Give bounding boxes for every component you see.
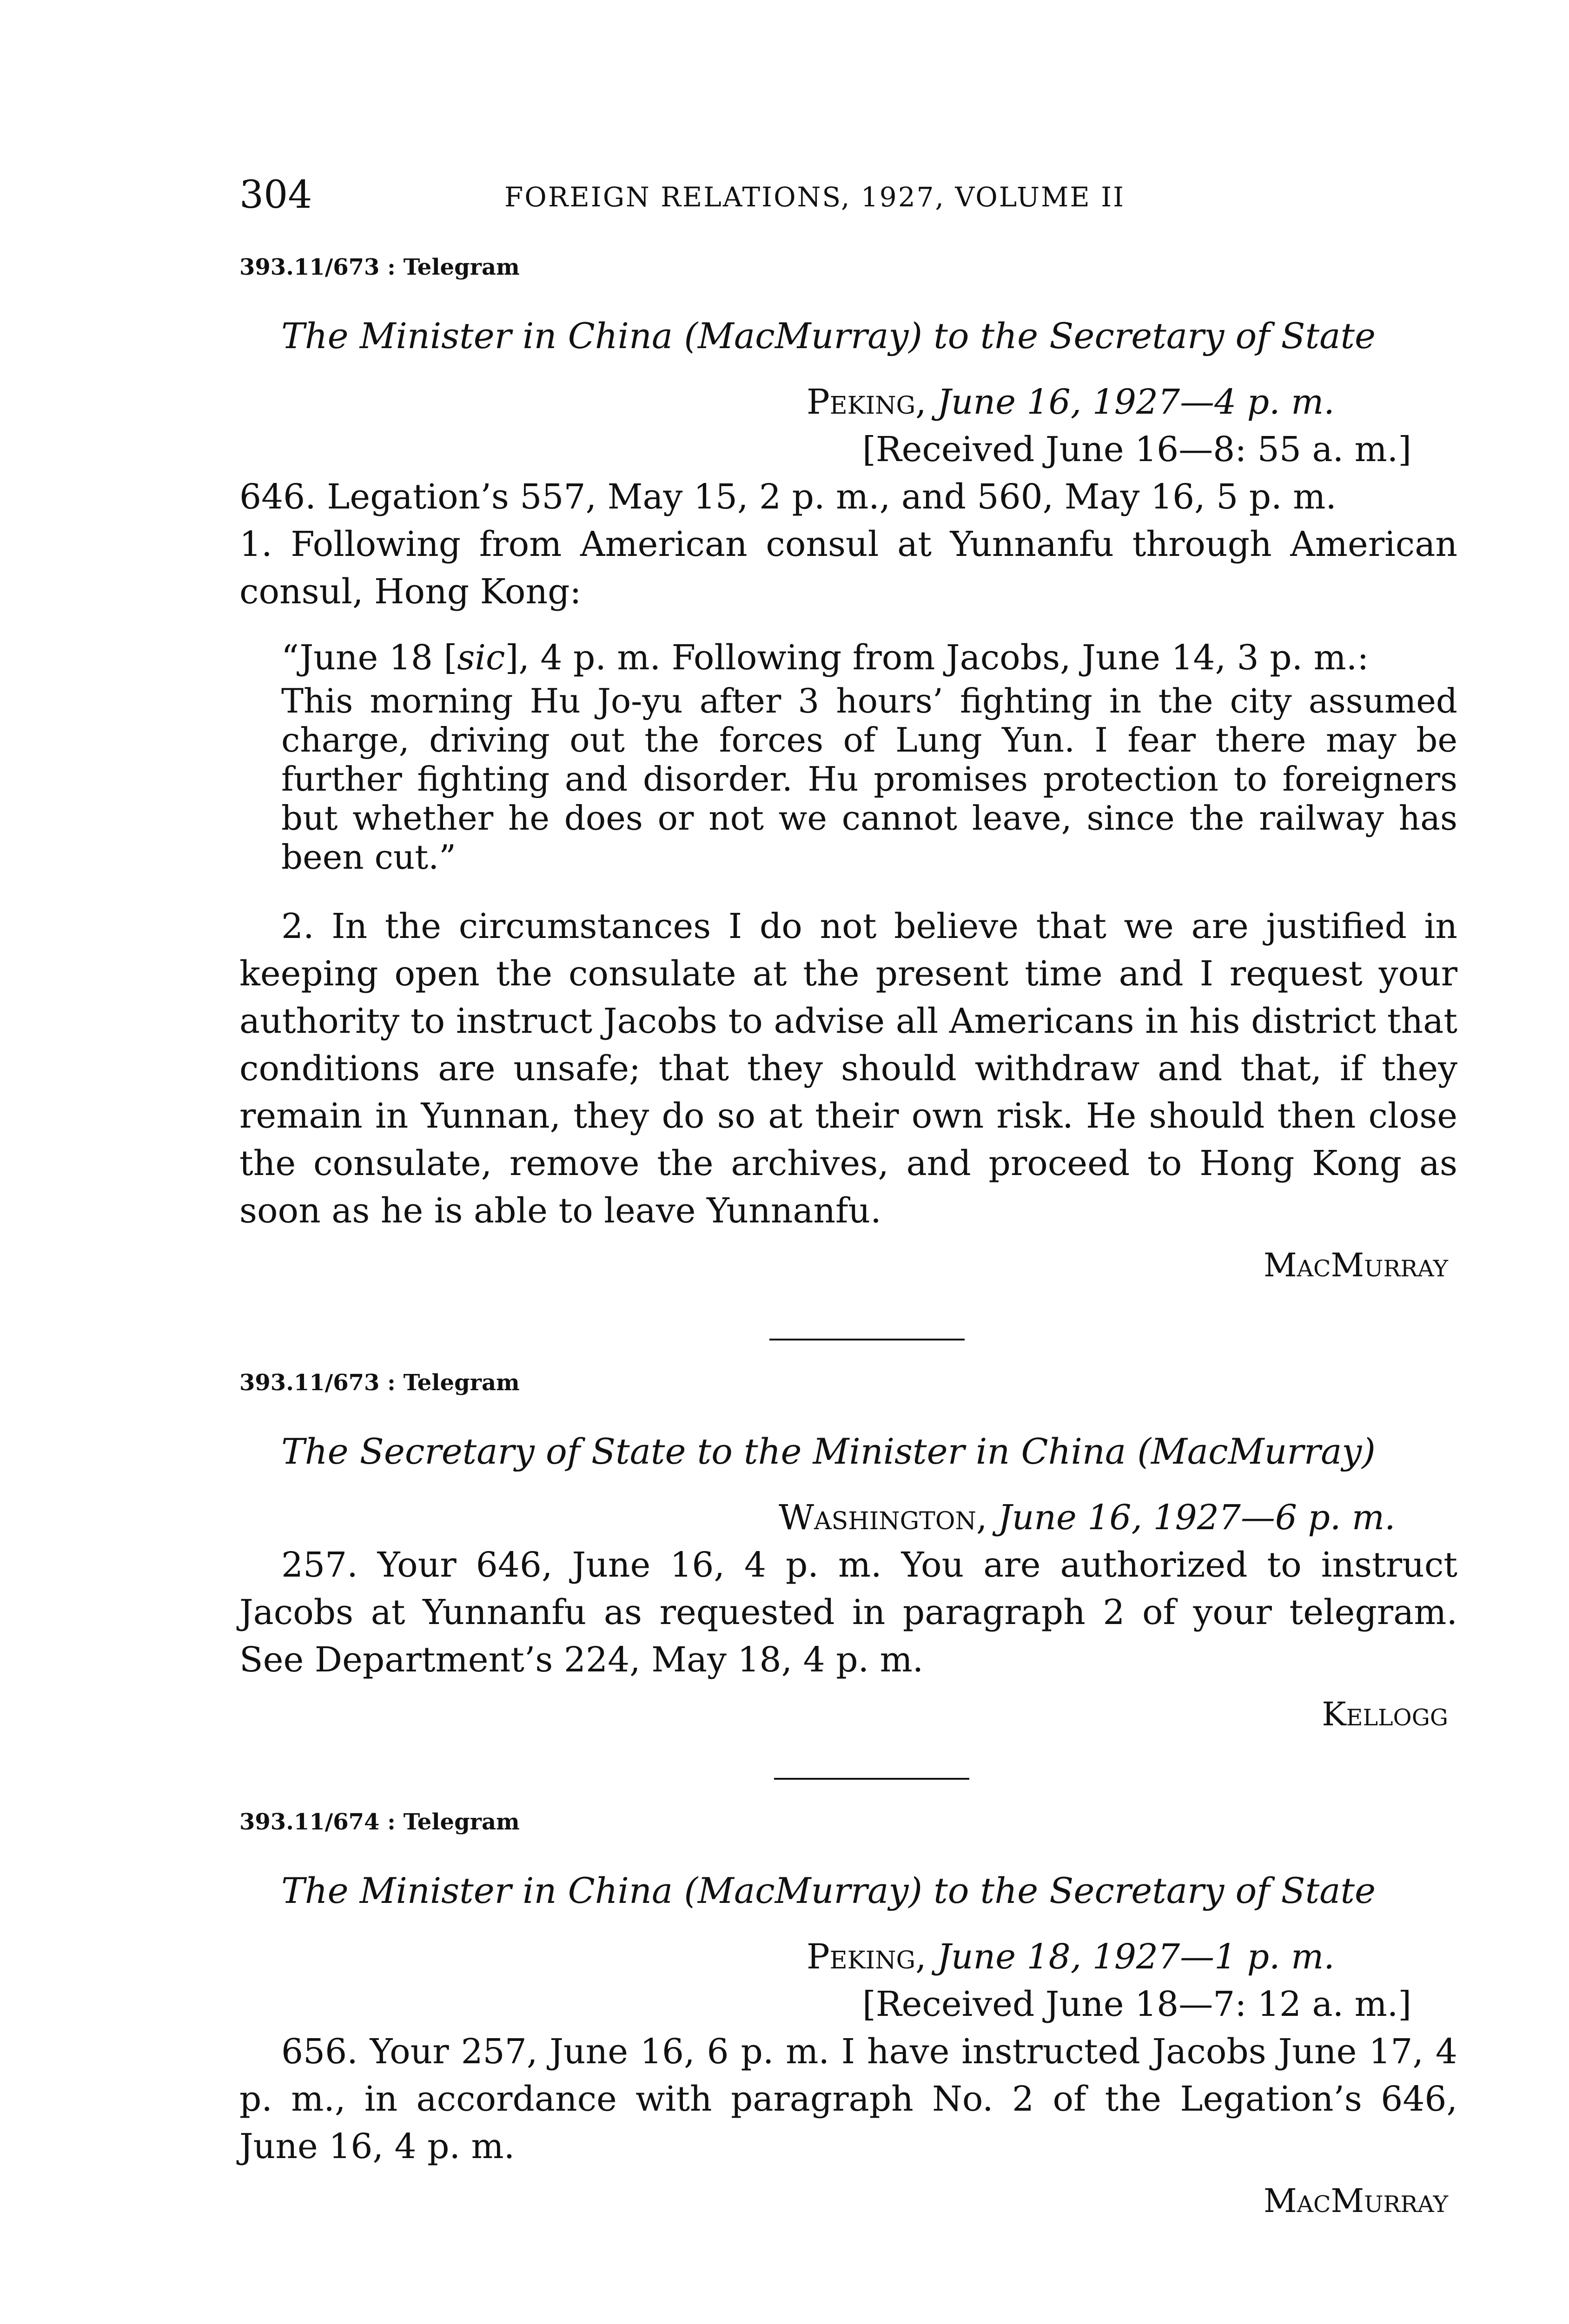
telegram-257 [239,1367,1457,1737]
paragraph: 2. In the circumstances I do not believe that we are justified in keeping open the consulate at the present time and I request your authority to instruct Jacobs to advise all Americans in his district that conditions are unsafe; that they should withdraw and that, if they remain in Yunnan, they do so at their own risk. He should then close the consulate, remove the archives, and proceed to Hong Kong as soon as he is able to leave Yunnanfu. [239,906,1457,1231]
dateline-place: Washington, [779,1498,987,1538]
dateline-date: June 18, 1927—1 p. m. [937,1937,1335,1977]
running-head [239,172,1457,223]
file-reference: 393.11/673 : Telegram [239,1370,520,1396]
page-number: 304 [239,173,312,217]
dateline-date: June 16, 1927—6 p. m. [998,1498,1396,1538]
dateline [807,1933,1457,1981]
signature: MacMurray [1263,2182,1448,2220]
quote-body: This morning Hu Jo-yu after 3 hours’ fighting in the city assumed charge, driving out the forces of Lung Yun. I fear there may be further fighting and disorder. Hu promises protection to foreigners but whether he does or not we cannot leave, since the railway has been cut.” [281,681,1457,877]
dateline-place: Peking, [807,382,927,422]
received-note: [Received June 16—8: 55 a. m.] [862,429,1412,469]
running-title: FOREIGN RELATIONS, 1927, VOLUME II [504,181,1125,213]
paragraph: 646. Legation’s 557, May 15, 2 p. m., and 560, May 16, 5 p. m. [239,477,1337,517]
sic-note: sic [457,638,505,678]
quote-after-sic: ], 4 p. m. Following from Jacobs, June 14, 3 p. m.: [505,638,1369,678]
paragraph: 656. Your 257, June 16, 6 p. m. I have instructed Jacobs June 17, 4 p. m., in accordance with paragraph No. 2 of the Legation’s 646, June 16, 4 p. m. [239,2032,1457,2166]
paragraph: 1. Following from American consul at Yunnanfu through American consul, Hong Kong: [239,524,1457,612]
quote-open-text: “June 18 [ [281,638,457,678]
quoted-telegram [281,634,1457,877]
telegram-656 [239,1806,1457,2224]
received-note: [Received June 18—7: 12 a. m.] [862,1984,1412,2024]
dateline [779,1494,1457,1541]
dateline-place: Peking, [807,1937,927,1977]
section-divider [769,1339,965,1340]
signature: Kellogg [1322,1695,1448,1733]
dateline-date: June 16, 1927—4 p. m. [937,382,1335,422]
signature: MacMurray [1263,1246,1448,1284]
file-reference: 393.11/674 : Telegram [239,1809,520,1835]
section-divider [774,1778,969,1780]
document-title: The Minister in China (MacMurray) to the Secretary of State [281,1870,1376,1911]
paragraph: 257. Your 646, June 16, 4 p. m. You are authorized to instruct Jacobs at Yunnanfu as requested in paragraph 2 of your telegram. See Department’s 224, May 18, 4 p. m. [239,1545,1457,1680]
dateline [807,378,1457,426]
telegram-646 [239,251,1457,1288]
document-title: The Minister in China (MacMurray) to the Secretary of State [281,315,1376,357]
quote-opening [281,634,1457,681]
file-reference: 393.11/673 : Telegram [239,254,520,280]
document-title: The Secretary of State to the Minister in China (MacMurray) [281,1431,1376,1472]
